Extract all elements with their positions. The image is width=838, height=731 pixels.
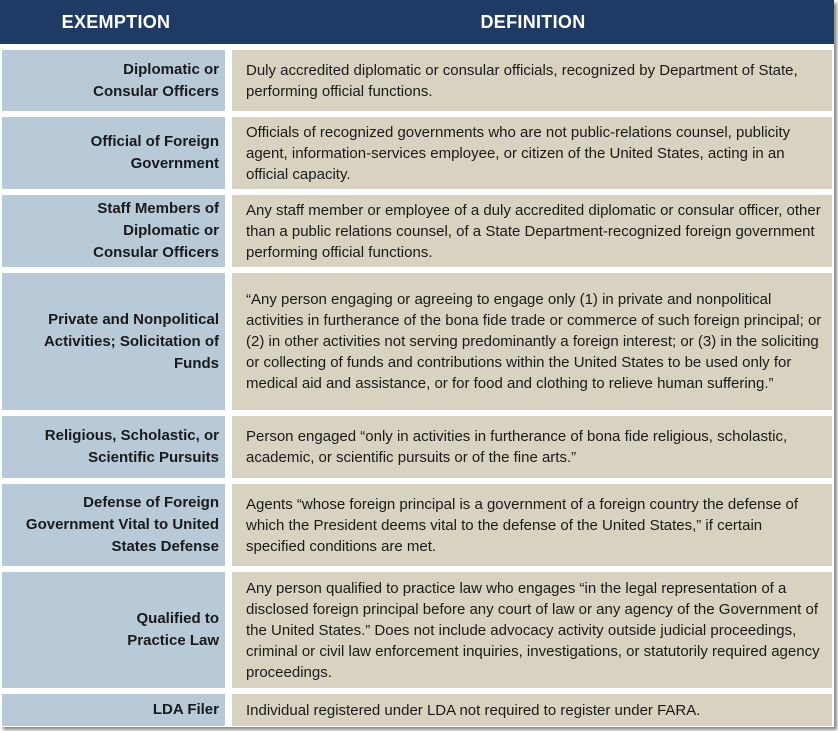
table-row (0, 195, 834, 267)
exemption-cell: Private and Nonpolitical Activities; Solicitation of Funds (2, 273, 225, 410)
column-divider (225, 694, 232, 726)
column-divider (225, 572, 232, 688)
column-divider (225, 416, 232, 478)
column-divider (225, 273, 232, 410)
exemption-cell: Diplomatic or Consular Officers (2, 50, 225, 111)
table-row (0, 572, 834, 688)
table-row (0, 694, 834, 726)
definition-cell: Officials of recognized governments who are not public-relations counsel, publicity agent, information-services employee, or citizen of the United States, acting in an official capacity. (232, 117, 832, 189)
exemption-cell: Defense of Foreign Government Vital to United States Defense (2, 484, 225, 566)
exemption-cell: Official of Foreign Government (2, 117, 225, 189)
definition-cell: “Any person engaging or agreeing to engage only (1) in private and nonpolitical activities in furtherance of the bona fide trade or commerce of such foreign principal; or (2) in other activities not serving predominantly a foreign interest; or (3) in the soliciting or collecting of funds and contributions within the United States to be used only for medical aid and assistance, or for food and clothing to relieve human suffering.” (232, 273, 832, 410)
column-divider (225, 195, 232, 267)
table-row (0, 117, 834, 189)
table-row (0, 484, 834, 566)
column-divider (225, 50, 232, 111)
table-row (0, 50, 834, 111)
definition-cell: Person engaged “only in activities in furtherance of bona fide religious, scholastic, academic, or scientific pursuits or of the fine arts.” (232, 416, 832, 478)
definition-cell: Individual registered under LDA not required to register under FARA. (232, 694, 832, 726)
exemption-cell: Qualified to Practice Law (2, 572, 225, 688)
exemption-cell: LDA Filer (2, 694, 225, 726)
table-row (0, 273, 834, 410)
definition-column-header: DEFINITION (480, 11, 586, 32)
definition-cell: Duly accredited diplomatic or consular officials, recognized by Department of State, performing official functions. (232, 50, 832, 111)
definition-cell: Agents “whose foreign principal is a government of a foreign country the defense of which the President deems vital to the defense of the United States,” if certain specified conditions are met. (232, 484, 832, 566)
definition-cell: Any person qualified to practice law who engages “in the legal representation of a disclosed foreign principal before any court of law or any agency of the Government of the United States.” Does not include advocacy activity outside judicial proceedings, criminal or civil law enforcement inquiries, investigations, or statutorily required agency proceedings. (232, 572, 832, 688)
exemption-cell: Staff Members of Diplomatic or Consular Officers (2, 195, 225, 267)
table-header (0, 0, 834, 44)
definition-cell: Any staff member or employee of a duly accredited diplomatic or consular officer, other than a public relations counsel, of a State Department-recognized foreign government performing official functions. (232, 195, 832, 267)
table-row (0, 416, 834, 478)
column-divider (225, 484, 232, 566)
exemption-column-header: EXEMPTION (61, 11, 171, 32)
exemption-cell: Religious, Scholastic, or Scientific Pursuits (2, 416, 225, 478)
column-divider (225, 117, 232, 189)
